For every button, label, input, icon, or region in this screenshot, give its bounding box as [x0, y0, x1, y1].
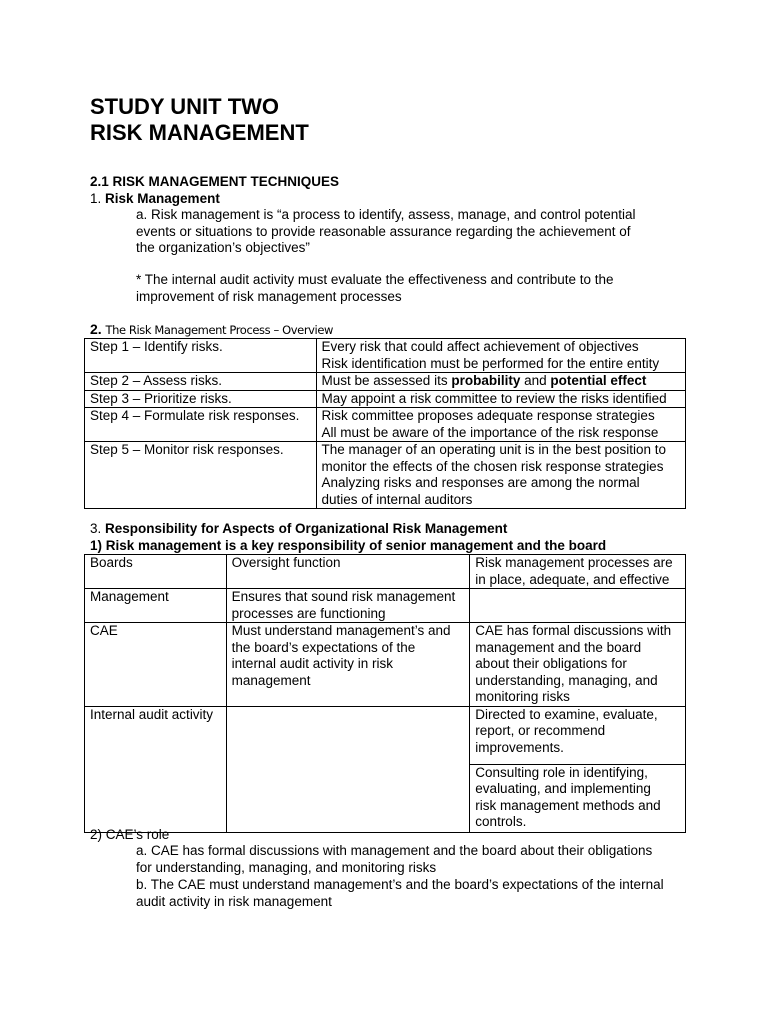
table-row — [85, 623, 686, 707]
item-1-number: 1. — [90, 191, 102, 206]
step-label: Step 5 – Monitor risk responses. — [90, 442, 284, 457]
description-line: The manager of an operating unit is in the best position to — [321, 442, 666, 457]
responsibility-title: Responsibility for Aspects of Organizational Risk Management — [105, 521, 508, 536]
description-line: May appoint a risk committee to review the risks identified — [321, 390, 667, 406]
paragraph-line: for understanding, managing, and monitoring risks — [136, 859, 437, 875]
role-line: Ensures that sound risk management — [231, 589, 456, 604]
paragraph-line: improvement of risk management processes — [136, 288, 402, 304]
step-cell — [85, 339, 317, 373]
step-cell — [85, 408, 317, 442]
description-cell — [316, 442, 685, 509]
detail-line: Risk management processes are — [475, 555, 673, 570]
detail-line: improvements. — [475, 739, 564, 755]
cae-role-b — [136, 877, 664, 910]
detail-line: Directed to examine, evaluate, — [475, 706, 658, 722]
description-cell — [316, 390, 685, 408]
step-cell — [85, 390, 317, 408]
role-line: the board’s expectations of the — [231, 639, 416, 655]
step-cell — [85, 373, 317, 391]
step-label: Step 4 – Formulate risk responses. — [90, 408, 300, 423]
process-title: The Risk Management Process – Overview — [105, 323, 334, 337]
paragraph-line: a. CAE has formal discussions with management and the board about their obligations — [136, 843, 653, 858]
step-label: Step 1 – Identify risks. — [90, 339, 223, 354]
role-line: Must understand management’s and — [231, 623, 451, 638]
responsibility-number: 3. — [90, 521, 102, 536]
detail-line: management and the board — [475, 639, 642, 655]
party-label: CAE — [90, 623, 118, 638]
table-row — [85, 373, 686, 391]
responsibility-table — [84, 554, 686, 833]
detail-cell — [470, 555, 686, 589]
table-row — [85, 408, 686, 442]
detail-line: about their obligations for — [475, 656, 627, 671]
description-line: Risk committee proposes adequate response strategies — [321, 408, 655, 423]
party-label: Management — [90, 589, 169, 604]
process-number: 2. — [90, 321, 102, 337]
table-row — [85, 339, 686, 373]
process-heading — [90, 321, 333, 339]
detail-line: in place, adequate, and effective — [475, 571, 670, 587]
party-cell — [85, 623, 227, 707]
role-line: processes are functioning — [231, 605, 386, 621]
role-cell — [226, 555, 470, 589]
responsibility-subheading: 1) Risk management is a key responsibility of senior management and the board — [90, 538, 607, 553]
role-cell — [226, 706, 470, 832]
description-line: Analyzing risks and responses are among the normal — [321, 475, 640, 490]
detail-line: monitoring risks — [475, 689, 570, 704]
paragraph-line: audit activity in risk management — [136, 893, 332, 909]
party-cell — [85, 589, 227, 623]
paragraph-line: a. Risk management is “a process to identify, assess, manage, and control potential — [136, 207, 636, 222]
detail-line: report, or recommend — [475, 723, 606, 738]
cae-role-heading: 2) CAE’s role — [90, 827, 170, 842]
description-text: Must be assessed its — [321, 373, 452, 388]
description-line — [322, 373, 685, 390]
detail-line: controls. — [475, 814, 527, 829]
section-heading-2-1: 2.1 RISK MANAGEMENT TECHNIQUES — [90, 174, 340, 189]
detail-line: Consulting role in identifying, — [475, 764, 648, 780]
table-row — [85, 555, 686, 589]
role-line: management — [231, 672, 311, 688]
table-row — [85, 589, 686, 623]
item-1-heading — [90, 191, 220, 208]
detail-line: risk management methods and — [475, 797, 661, 813]
role-line: internal audit activity in risk — [231, 656, 393, 671]
description-cell — [316, 339, 685, 373]
detail-cell — [470, 589, 686, 623]
party-label: Internal audit activity — [90, 706, 214, 722]
table-row — [85, 390, 686, 408]
role-line: Oversight function — [231, 555, 341, 570]
audit-note-paragraph — [136, 272, 614, 305]
description-line: All must be aware of the importance of the risk response — [321, 424, 659, 440]
potential-effect-emphasis: potential effect — [550, 373, 647, 388]
description-line: Every risk that could affect achievement of objectives — [321, 339, 639, 354]
detail-cell — [470, 764, 686, 832]
paragraph-line: the organization’s objectives” — [136, 240, 310, 255]
step-cell — [85, 442, 317, 509]
paragraph-line: * The internal audit activity must evaluate the effectiveness and contribute to the — [136, 272, 614, 287]
description-text: and — [520, 373, 551, 388]
step-label: Step 2 – Assess risks. — [90, 373, 223, 388]
party-cell — [85, 555, 227, 589]
detail-line: CAE has formal discussions with — [475, 623, 672, 638]
party-cell — [85, 706, 227, 832]
party-label: Boards — [90, 555, 133, 570]
detail-line: evaluating, and implementing — [475, 781, 651, 796]
unit-subtitle: RISK MANAGEMENT — [90, 120, 309, 145]
detail-cell — [470, 706, 686, 764]
role-cell — [226, 589, 470, 623]
paragraph-line: b. The CAE must understand management’s and the board’s expectations of the internal — [136, 877, 664, 892]
probability-emphasis: probability — [451, 373, 521, 388]
unit-title: STUDY UNIT TWO — [90, 94, 280, 119]
item-1-a-paragraph — [136, 207, 636, 257]
paragraph-line: events or situations to provide reasonable assurance regarding the achievement of — [136, 223, 631, 239]
description-cell — [316, 408, 685, 442]
description-line: duties of internal auditors — [321, 491, 473, 507]
description-cell — [316, 373, 685, 391]
role-cell — [226, 623, 470, 707]
description-line: Risk identification must be performed for the entire entity — [321, 355, 660, 371]
detail-line: understanding, managing, and — [475, 672, 658, 688]
responsibility-heading — [90, 521, 507, 538]
item-1-label: Risk Management — [105, 191, 220, 206]
detail-cell — [470, 623, 686, 707]
table-row — [85, 706, 686, 764]
table-row — [85, 442, 686, 509]
step-label: Step 3 – Prioritize risks. — [90, 390, 232, 406]
description-line: monitor the effects of the chosen risk response strategies — [321, 458, 664, 474]
risk-process-table — [84, 338, 686, 509]
cae-role-a — [136, 843, 652, 876]
